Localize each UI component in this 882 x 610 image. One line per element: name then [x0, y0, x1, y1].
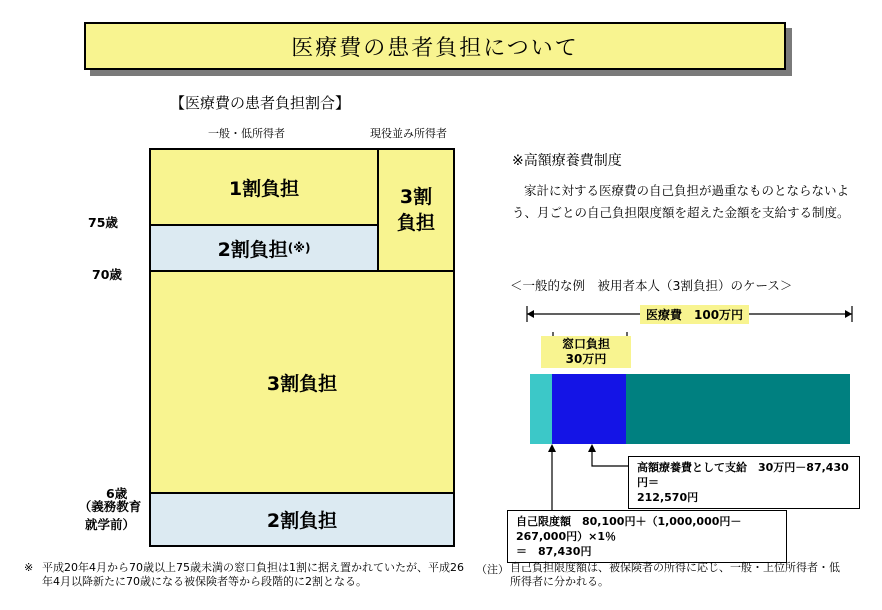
footnote-left-mark: ※: [24, 561, 34, 574]
example-title: ＜一般的な例 被用者本人（3割負担）のケース＞: [510, 278, 793, 293]
refund-callout: 高額療養費として支給 30万円－87,430円＝ 212,570円: [628, 456, 860, 509]
block-2wari-elderly: [149, 224, 379, 272]
page-title: 医療費の患者負担について: [84, 22, 786, 70]
age-75-label: 75歳: [88, 215, 118, 230]
block-2wari-bottom-label: 2割負担: [266, 510, 338, 532]
block-2wari-mark: (※): [287, 241, 311, 255]
age-70-label: 70歳: [92, 267, 122, 282]
age-6-label: 6歳: [106, 486, 128, 501]
block-3wari-main-label: 3割負担: [266, 372, 338, 395]
block-2wari-label: 2割負担: [217, 238, 288, 261]
bar-window-payment: [552, 374, 626, 444]
footnote-right-text: 自己負担限度額は、被保険者の所得に応じ、一般・上位所得者・低所得者に分かれる。: [510, 561, 840, 588]
col-general-label: 一般・低所得者: [208, 127, 285, 140]
right-heading: ※高額療養費制度: [512, 153, 622, 169]
age-6-note: （義務教育 就学前）: [78, 499, 142, 532]
right-description: 家計に対する医療費の自己負担が過重なものとならないよう、月ごとの自己負担限度額を超えた金額を支給する制度。: [512, 183, 850, 220]
left-heading: 【医療費の患者負担割合】: [170, 94, 351, 112]
block-1wari-label: 1割負担: [228, 177, 300, 200]
pointer-arrows: [540, 440, 640, 520]
bar-rest: [626, 374, 850, 444]
limit-callout: 自己限度額 80,100円＋（1,000,000円－267,000円）×1％ ＝ 87,430円: [507, 510, 787, 563]
block-2wari-children: [149, 492, 455, 547]
bar-self-limit: [530, 374, 552, 444]
window-payment-label: 窓口負担 30万円: [541, 336, 631, 368]
footnote-right-mark: （注）: [476, 563, 509, 576]
footnote-left-text: 平成20年4月から70歳以上75歳未満の窓口負担は1割に据え置かれていたが、平成26年4月以降新たに70歳になる被保険者等から段階的に2割となる。: [42, 561, 464, 588]
block-1wari: [149, 148, 379, 226]
block-3wari-side-label: 3割 負担: [396, 186, 435, 234]
block-3wari-main: [149, 270, 455, 494]
total-cost-label: 医療費 100万円: [640, 305, 749, 324]
block-3wari-working: [377, 148, 455, 272]
col-working-label: 現役並み所得者: [370, 127, 447, 140]
